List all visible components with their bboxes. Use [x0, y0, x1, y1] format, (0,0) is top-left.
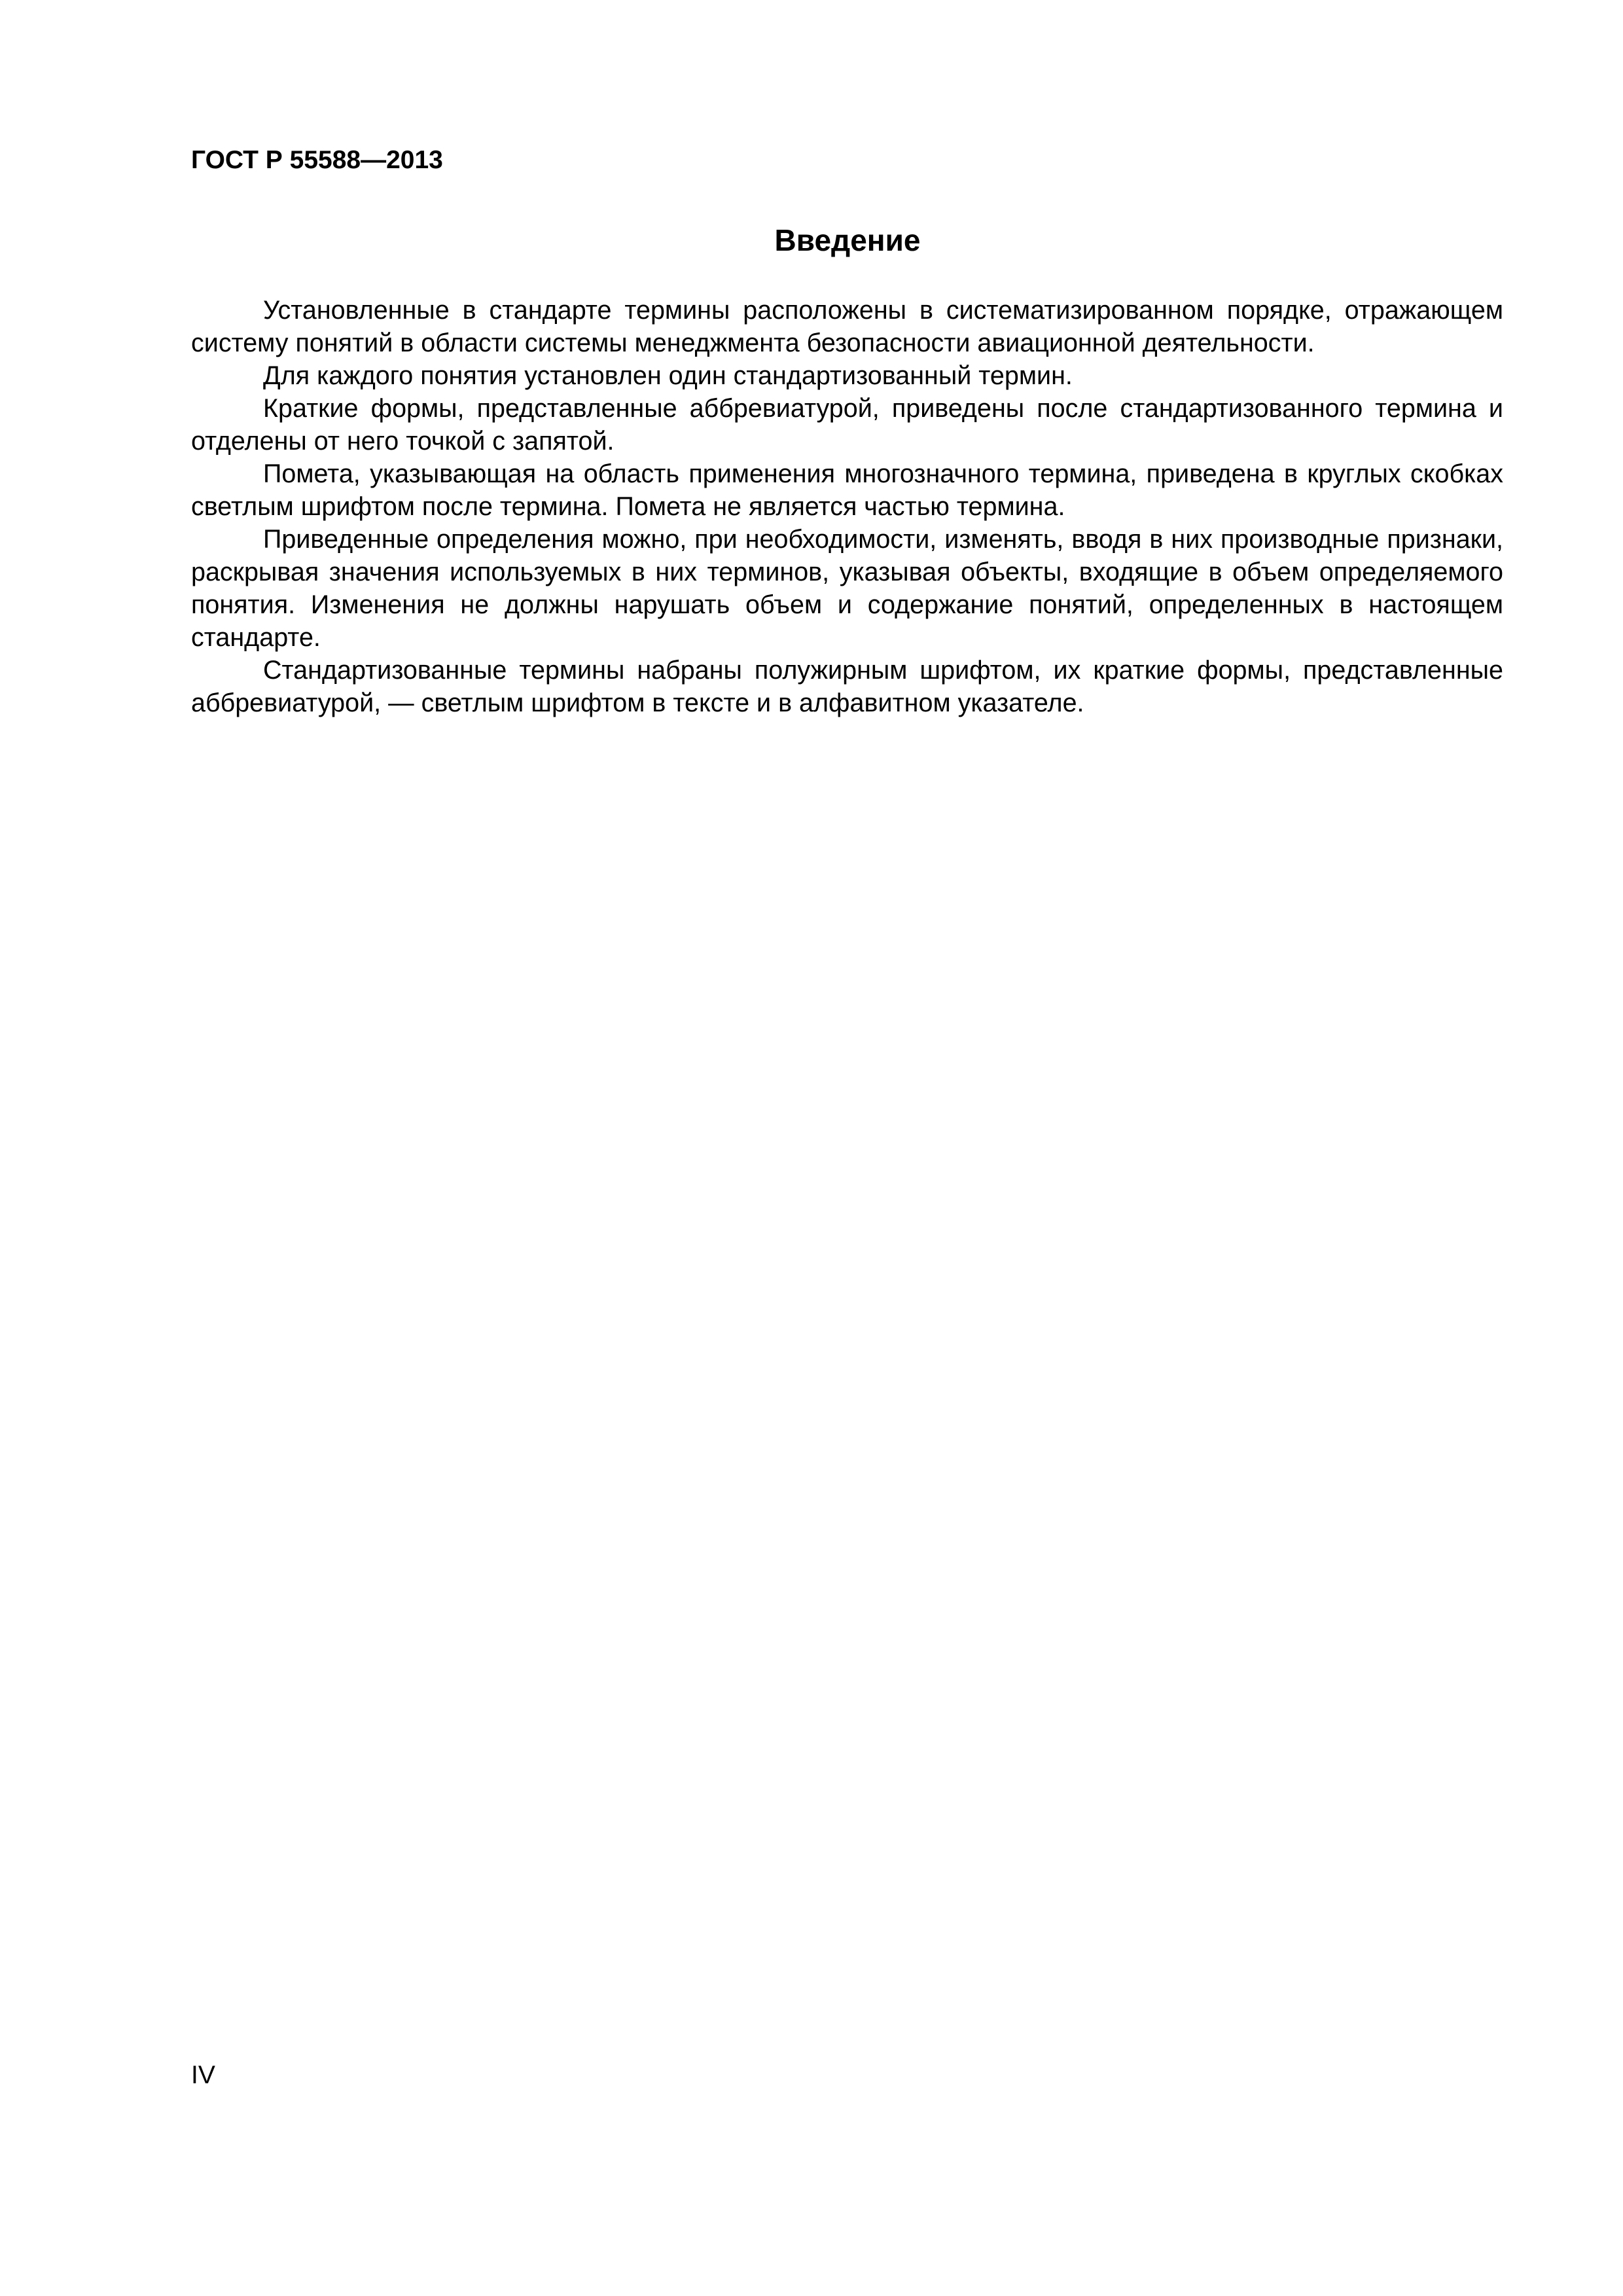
paragraph-3: Краткие формы, представленные аббревиатурой, приведены после стандартизованного термина и отделены от него точкой с запятой. — [191, 394, 1503, 456]
paragraph-2: Для каждого понятия установлен один стандартизованный термин. — [263, 361, 1073, 390]
page-number: IV — [191, 2061, 215, 2089]
introduction-body — [191, 294, 1503, 719]
paragraph-1: Установленные в стандарте термины расположены в систематизированном порядке, отражающем систему понятий в области системы менеджмента безопасности авиационной деятельности. — [191, 296, 1503, 357]
section-title: Введение — [774, 223, 921, 257]
document-code: ГОСТ Р 55588—2013 — [191, 146, 443, 174]
paragraph-6: Стандартизованные термины набраны полужирным шрифтом, их краткие формы, представленные аббревиатурой, — светлым шрифтом в тексте и в алфавитном указателе. — [191, 656, 1503, 717]
paragraph-4: Помета, указывающая на область применения многозначного термина, приведена в круглых скобках светлым шрифтом после термина. Помета не является частью термина. — [191, 459, 1503, 521]
paragraph-5: Приведенные определения можно, при необходимости, изменять, вводя в них производные признаки, раскрывая значения используемых в них терминов, указывая объекты, входящие в объем определяемого понятия. Изменения не должны нарушать объем и содержание понятий, определенных в настоящем стандарте. — [191, 525, 1503, 652]
